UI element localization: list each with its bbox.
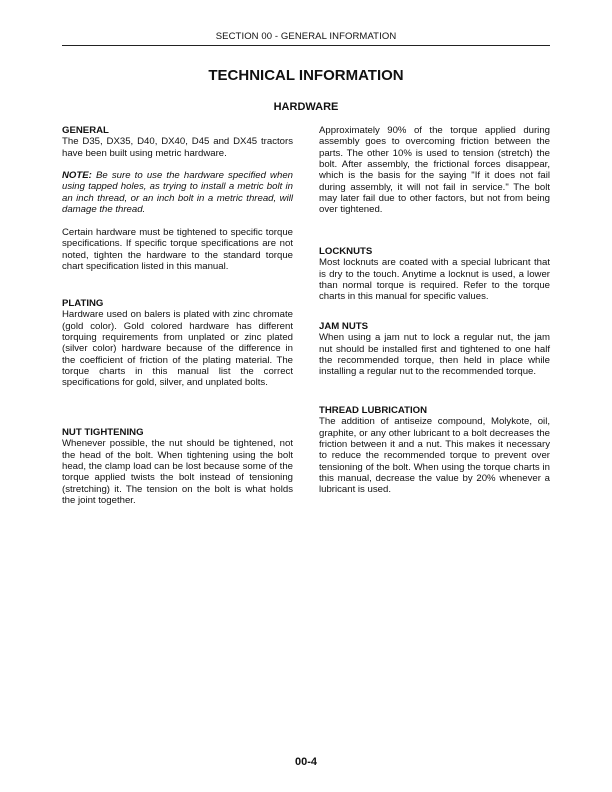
general-text-2-block xyxy=(62,227,293,272)
page-title: TECHNICAL INFORMATION xyxy=(208,67,404,84)
heading-thread-lubrication: THREAD LUBRICATION xyxy=(319,405,428,416)
note-block xyxy=(62,170,293,215)
section-nut-tightening xyxy=(62,427,293,506)
general-text: The D35, DX35, D40, DX40, D45 and DX45 tractors have been built using metric hardware. xyxy=(62,136,293,159)
section-jam-nuts xyxy=(319,321,550,378)
page-subtitle: HARDWARE xyxy=(273,101,339,113)
heading-plating: PLATING xyxy=(62,298,104,309)
jam-nuts-text: When using a jam nut to lock a regular nut, the jam nut should be installed first and tightened to one half the recommended torque, then held in place while installing a regular nut to the recommended torque. xyxy=(319,332,550,378)
heading-locknuts: LOCKNUTS xyxy=(319,246,373,257)
section-plating xyxy=(62,298,293,389)
thread-lubrication-text: The addition of antiseize compound, Molykote, oil, graphite, or any other lubricant to a bolt decreases the friction between it and a nut. This makes it necessary to reduce the recommended torque to prevent over tensioning of the bolt. When using the torque charts in this manual, decrease the value by 20% whenever a lubricant is used. xyxy=(319,416,550,496)
heading-general: GENERAL xyxy=(62,125,109,136)
note-label: NOTE: xyxy=(62,170,92,181)
header-rule xyxy=(62,45,550,46)
general-text-2: Certain hardware must be tightened to specific torque specifications. If specific torque specifications are not noted, tighten the hardware to the standard torque chart specification listed in this manual. xyxy=(62,227,293,273)
heading-jam-nuts: JAM NUTS xyxy=(319,321,369,332)
section-thread-lubrication xyxy=(319,405,550,496)
heading-nut-tightening: NUT TIGHTENING xyxy=(62,427,144,438)
plating-text: Hardware used on balers is plated with zinc chromate (gold color). Gold colored hardware has different torquing requirements from unplated or zinc plated (silver color) hardware because of the difference in the coefficient of friction of the plating material. The torque charts in this manual list the correct specifications for gold, silver, and unplated bolts. xyxy=(62,309,293,389)
section-general xyxy=(62,125,293,159)
section-locknuts xyxy=(319,246,550,303)
locknuts-text: Most locknuts are coated with a special lubricant that is dry to the touch. Anytime a locknut is used, a lower than normal torque is required. Refer to the torque charts in this manual for specific values. xyxy=(319,257,550,303)
note-text: Be sure to use the hardware specified when using tapped holes, as trying to install a metric bolt in an inch thread, or an inch bolt in a metric thread, will damage the thread. xyxy=(62,170,293,216)
nut-tightening-text: Whenever possible, the nut should be tightened, not the head of the bolt. When tightening using the bolt head, the clamp load can be lost because some of the torque applied twists the bolt instead of tensioning (stretching) it. The tension on the bolt is what holds the joint together. xyxy=(62,438,293,507)
friction-text: Approximately 90% of the torque applied during assembly goes to overcoming friction between the parts. The other 10% is used to tension (stretch) the bolt. After assembly, the frictional forces disappear, which is the basis for the saying "If it does not fail during assembly, it will not fail in service." The bolt may later fail due to other factors, but not from being over tightened. xyxy=(319,125,550,216)
section-friction xyxy=(319,125,550,216)
section-header: SECTION 00 - GENERAL INFORMATION xyxy=(215,31,397,42)
page-number: 00-4 xyxy=(294,756,318,768)
